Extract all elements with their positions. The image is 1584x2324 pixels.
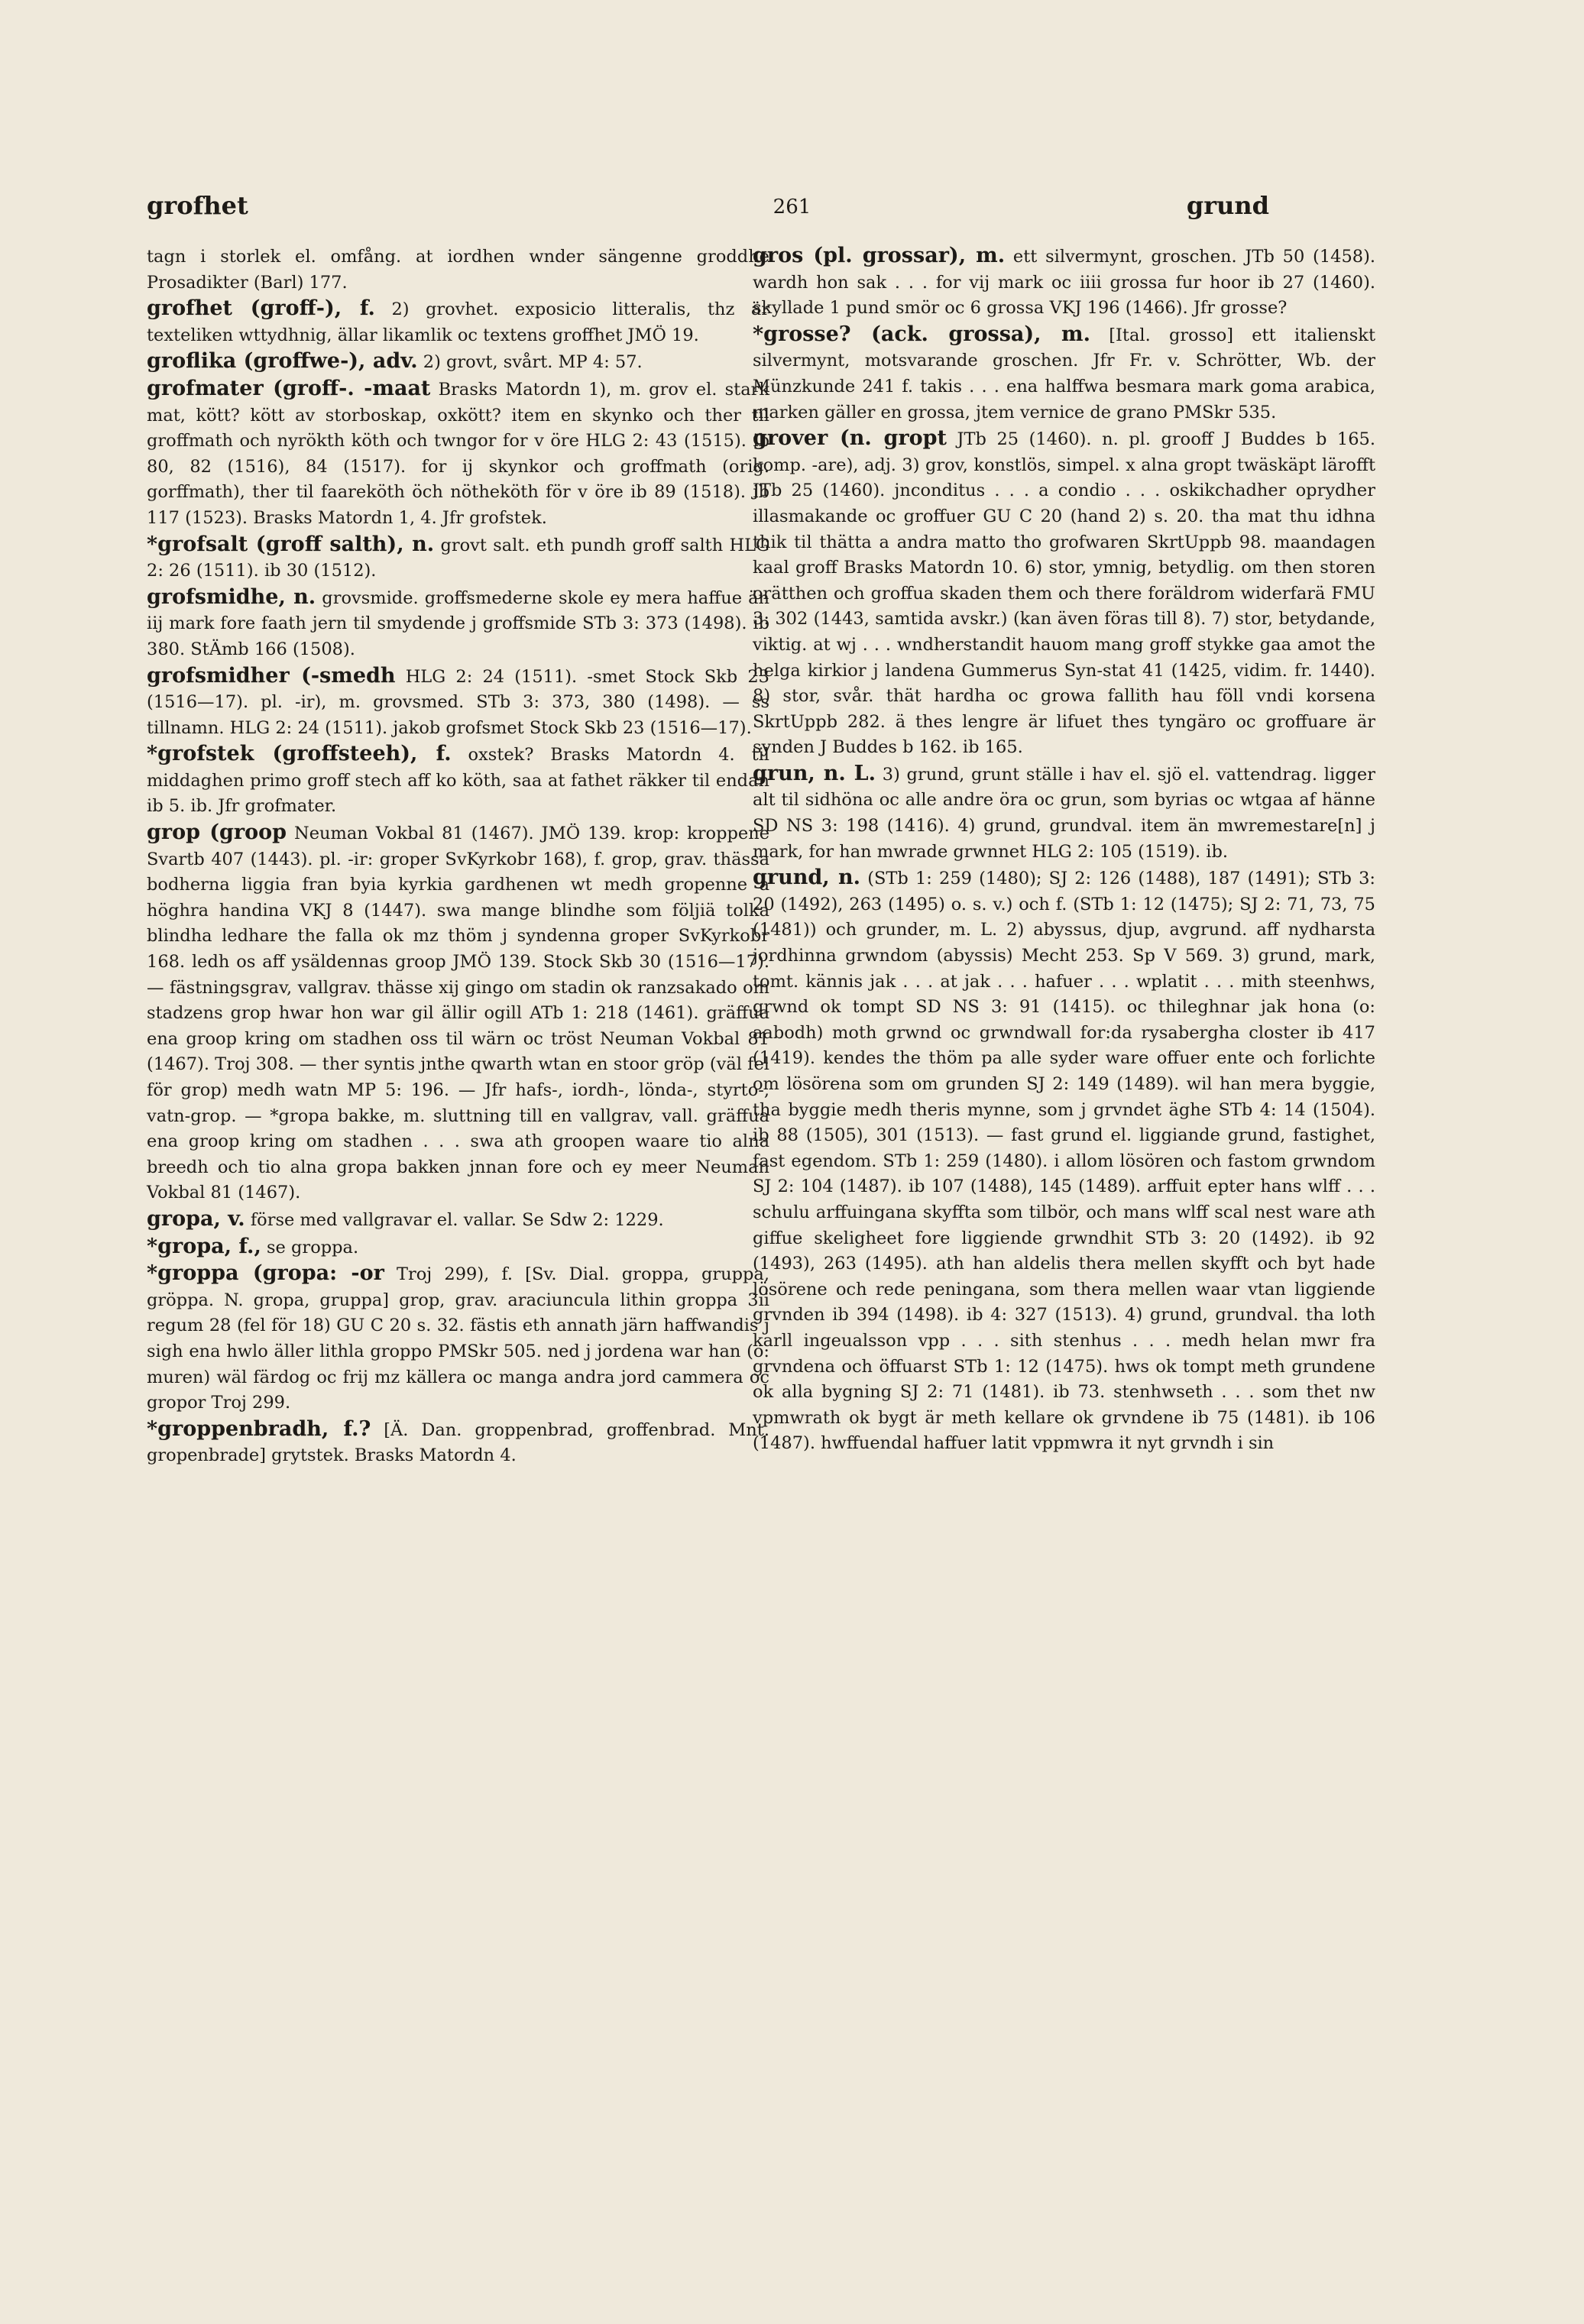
page-number: 261 [773, 196, 811, 218]
headword: grop (groop [147, 821, 287, 845]
dictionary-entry [147, 584, 769, 663]
running-head-left: grofhet [147, 191, 248, 220]
dictionary-entry [147, 663, 769, 742]
dictionary-entry [753, 865, 1375, 1457]
dictionary-entry [147, 1206, 769, 1234]
dictionary-entry [147, 532, 769, 584]
headword: *groppa (gropa: -or [147, 1261, 384, 1286]
dictionary-entry [753, 243, 1375, 322]
entry-text: 2) grovt, svårt. MP 4: 57. [423, 352, 643, 373]
entry-text: Brasks Matordn 1), m. grov el. stark mat, kött? kött av storboskap, oxkött? item en skynko och ther til groffmath och nyrökth köth och twngor for v öre HLG 2: 43 (1515). ib 80, 82 (1516), 84 (1517). for ij skynkor och groffmath (orig. gorffmath), ther til faareköth öch nötheköth för v öre ib 89 (1518). ib 117 (1523). Brasks Matordn 1, 4. Jfr grofstek. [147, 379, 770, 528]
headword: grofsmidhe, n. [147, 584, 316, 609]
entry-text: Neuman Vokbal 81 (1467). JMÖ 139. krop: kroppene Svartb 407 (1443). pl. -ir: groper SvKyrkobr 168), f. grop, grav. thässa bodherna liggia fran byia kyrkia gardhenen wt medh gropenne a höghra handina VKJ 8 (1447). swa mange blindhe som följiä tolka blindha ledhare the falla ok mz thöm j syndenna groper SvKyrkobr 168. ledh os aff ysäldennas groop JMÖ 139. Stock Skb 30 (1516—17). — fästningsgrav, vallgrav. thässe xij gingo om stadin ok ranzsakado om stadzens grop hwar hon war gil ällir ogill ATb 1: 218 (1461). gräffua ena groop kring om stadhen oss til wärn oc tröst Neuman Vokbal 81 (1467). Troj 308. — ther syntis jnthe qwarth wtan en stoor gröp (väl fel för grop) medh watn MP 5: 196. — Jfr hafs-, iordh-, lönda-, styrto-, vatn-grop. — *gropa bakke, m. sluttning till en vallgrav, vall. gräffua ena groop kring om stadhen . . . swa ath groopen waare tio alna breedh och tio alna gropa bakken jnnan fore och ey meer Neuman Vokbal 81 (1467). [147, 824, 770, 1203]
headword: grofhet (groff-), f. [147, 296, 375, 321]
right-column [753, 243, 1375, 1457]
entry-text: [Ital. grosso] ett italienskt silvermynt, motsvarande groschen. Jfr Fr. v. Schrötter, Wb. der Münzkunde 241 f. takis . . . ena halffwa besmara mark goma arabica, marken gäller en grossa, jtem vernice de grano PMSkr 535. [753, 325, 1375, 422]
headword: *groppenbradh, f.? [147, 1416, 371, 1441]
page-header [0, 191, 1584, 222]
headword: *grofsalt (groff salth), n. [147, 532, 435, 556]
headword: groflika (groffwe-), adv. [147, 349, 418, 374]
headword: gros (pl. grossar), m. [753, 244, 1006, 267]
entry-text: 3) grund, grunt ställe i hav el. sjö el. vattendrag. ligger alt til sidhöna oc alle andre öra oc grun, som byrias oc wtgaa af hänne SD NS 3: 198 (1416). 4) grund, grundval. item än mwremestare[n] j mark, for han mwrade grwnnet HLG 2: 105 (1519). ib. [753, 764, 1375, 862]
entry-text: grovt salt. eth pundh groff salth HLG 2: 26 (1511). ib 30 (1512). [147, 535, 770, 581]
headword: grund, n. [753, 866, 861, 890]
entry-text: se groppa. [267, 1237, 359, 1257]
running-head-right: grund [1186, 191, 1269, 220]
dictionary-entry [147, 1261, 769, 1416]
entry-text: förse med vallgravar el. vallar. Se Sdw 2: 1229. [250, 1209, 664, 1230]
dictionary-entry: tagn i storlek el. omfång. at iordhen wnder sängenne groddhe Prosadikter (Barl) 177. [147, 247, 769, 293]
dictionary-entry [753, 761, 1375, 865]
entry-text: oxstek? Brasks Matordn 4. til middaghen primo groff stech aff ko köth, saa at fathet räkker til endan ib 5. ib. Jfr grofmater. [147, 745, 770, 817]
headword: gropa, v. [147, 1206, 245, 1231]
dictionary-entry [147, 1234, 769, 1261]
dictionary-entry [147, 741, 769, 820]
dictionary-entry [753, 426, 1375, 761]
entry-text: ett silvermynt, groschen. JTb 50 (1458). wardh hon sak . . . for vij mark oc iiii grossa fur hoor ib 27 (1460). skyllade 1 pund smör oc 6 grossa VKJ 196 (1466). Jfr grosse? [753, 247, 1376, 319]
entry-text: [Ä. Dan. groppenbrad, groffenbrad. Mnt. gropenbrade] grytstek. Brasks Matordn 4. [147, 1419, 769, 1466]
entry-text: Troj 299), f. [Sv. Dial. groppa, gruppa, gröppa. N. gropa, gruppa] grop, grav. araciuncula lithin groppa 3ii regum 28 (fel för 18) GU C 20 s. 32. fästis eth annath järn haffwandis j sigh ena hwlo äller lithla groppo PMSkr 505. ned j jordena war han (o: muren) wäl färdog oc frij mz källera oc manga andra jord cammera oc gropor Troj 299. [147, 1264, 769, 1413]
headword: grofsmidher (-smedh [147, 663, 396, 688]
dictionary-entry [147, 820, 769, 1206]
dictionary-entry [147, 376, 769, 532]
entry-text: 2) grovhet. exposicio litteralis, thz är texteliken wttydhnig, ällar likamlik oc textens groffhet JMÖ 19. [147, 299, 769, 345]
headword: *grofstek (groffsteeh), f. [147, 742, 452, 766]
dictionary-entry [147, 1416, 769, 1469]
dictionary-entry [753, 322, 1375, 426]
entry-text: JTb 25 (1460). n. pl. grooff J Buddes b 165. komp. -are), adj. 3) grov, konstlös, simpel. x alna gropt twäskäpt lärofft JTb 25 (1460). jnconditus . . . a condio . . . oskikchadher oprydher illasmakande oc groffuer GU C 20 (hand 2) s. 20. tha mat thu idhna thik til thätta a andra matto tho grofwaren SkrtUppb 98. maandagen kaal groff Brasks Matordn 10. 6) stor, ymnig, betydlig. om then storen orätthen och groffua skaden them och there foräldrom widerfarä FMU 3: 302 (1443, samtida avskr.) (kan även föras till 8). 7) stor, betydande, viktig. at wj . . . wndherstandit hauom mang groff stykke gaa amot the helga kirkior j landena Gummerus Syn-stat 41 (1425, vidim. fr. 1440). 8) stor, svår. thät hardha oc growa fallith hau föll vndi korsena SkrtUppb 282. ä thes lengre är lifuet thes tyngäro oc groffuare är synden J Buddes b 162. ib 165. [753, 429, 1375, 758]
left-column [147, 243, 769, 1469]
headword: *grosse? (ack. grossa), m. [753, 322, 1091, 346]
headword: *gropa, f., [147, 1234, 261, 1258]
entry-text: HLG 2: 24 (1511). -smet Stock Skb 23 (1516—17). pl. -ir), m. grovsmed. STb 3: 373, 380 (1498). — ss tillnamn. HLG 2: 24 (1511). jakob grofsmet Stock Skb 23 (1516—17). [147, 666, 769, 738]
headword: grun, n. L. [753, 761, 876, 785]
dictionary-entry [147, 296, 769, 348]
headword: grofmater (groff-. -maat [147, 376, 431, 400]
entry-text: grovsmide. groffsmederne skole ey mera haffue än iij mark fore faath jern til smydende j groffsmide STb 3: 373 (1498). ib 380. StÄmb 166 (1508). [147, 587, 769, 659]
headword: grover (n. gropt [753, 426, 947, 451]
dictionary-entry [147, 348, 769, 376]
entry-text: (STb 1: 259 (1480); SJ 2: 126 (1488), 187 (1491); STb 3: 20 (1492), 263 (1495) o. s. v.) och f. (STb 1: 12 (1475); SJ 2: 71, 73, 75 (1481)) och grunder, m. L. 2) abyssus, djup, avgrund. aff nydharsta jordhinna grwndom (abyssis) Mecht 253. Sp V 569. 3) grund, mark, tomt. kännis jak . . . at jak . . . hafuer . . . wplatit . . . mith steenhws, grwnd ok tompt SD NS 3: 91 (1415). oc thileghnar jak hona (o: aabodh) moth grwnd oc grwndwall for:da rysabergha closter ib 417 (1419). kendes the thöm pa alle syder ware offuer ente och forlichte om lösörena som om grunden SJ 2: 149 (1489). wil han mera byggie, tha byggie medh theris mynne, som j grvndet äghe STb 4: 14 (1504). ib 88 (1505), 301 (1513). — fast grund el. liggiande grund, fastighet, fast egendom. STb 1: 259 (1480). i allom lösören och fastom grwndom SJ 2: 104 (1487). ib 107 (1488), 145 (1489). arffuit epter hans wlff . . . schulu arffuingana skyffta som tilbör, och mans wlff scal nest ware ath giffue skeligheet fore liggiende grwndhit STb 3: 20 (1492). ib 92 (1493), 263 (1495). ath han aldelis thera mellen skyfft och byt hade lösörene och rede peningana, som thera mellen waar vtan liggiende grvnden ib 394 (1498). ib 4: 327 (1513). 4) grund, grundval. tha loth karll ingeualsson vpp . . . sith stenhus . . . medh helan mwr fra grvndena och öffuarst STb 1: 12 (1475). hws ok tompt meth grundene ok alla bygning SJ 2: 71 (1481). ib 73. stenhwseth . . . som thet nw vpmwrath ok bygt är meth kellare ok grvndene ib 75 (1481). ib 106 (1487). hwffuendal haffuer latit vppmwra it nyt grvndh i sin [753, 869, 1376, 1454]
